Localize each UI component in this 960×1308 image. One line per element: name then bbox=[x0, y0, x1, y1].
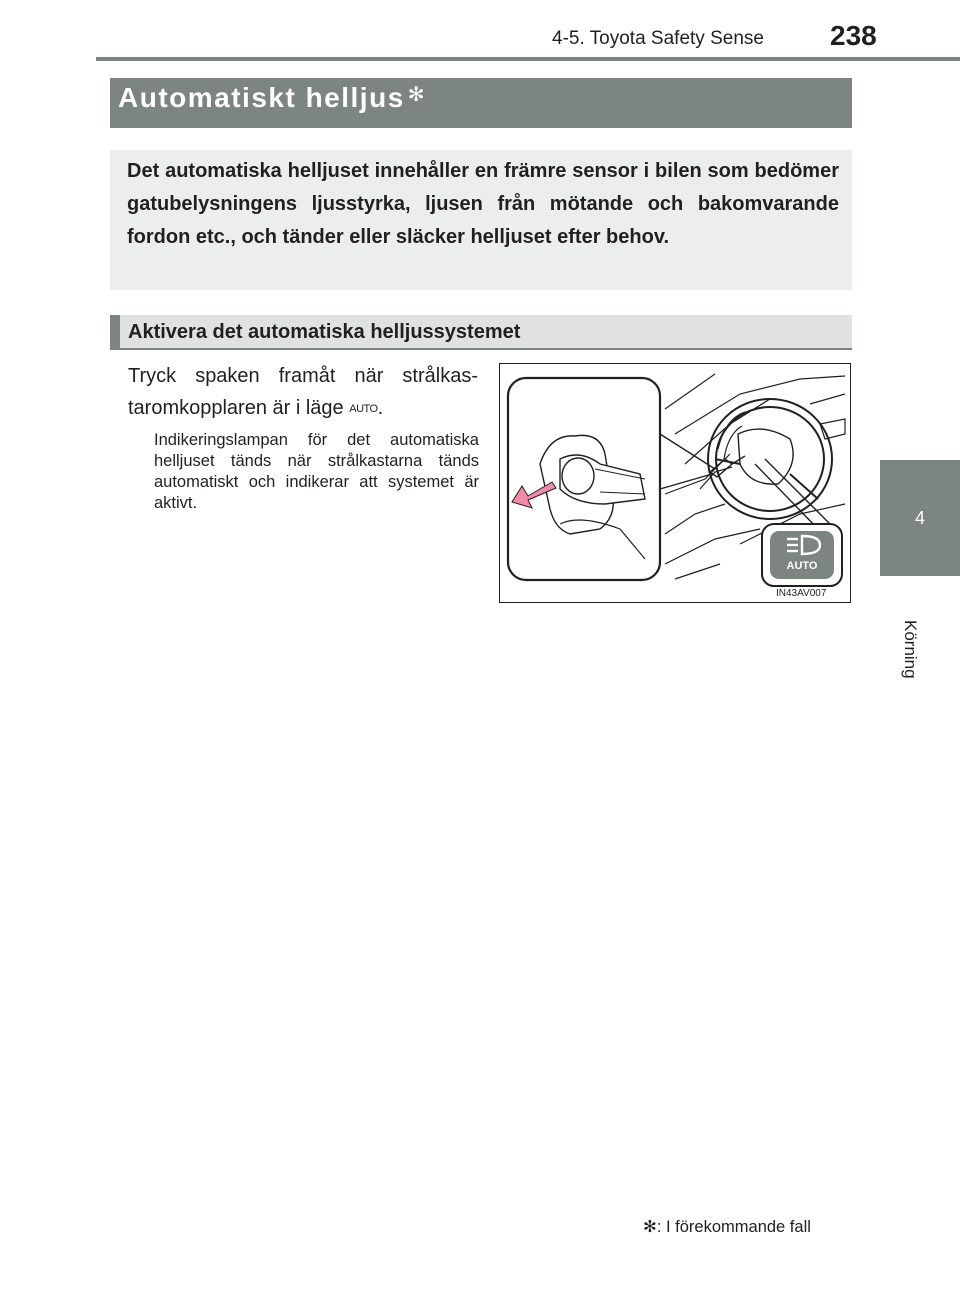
footnote-text: : I förekommande fall bbox=[656, 1218, 811, 1236]
section-breadcrumb: 4-5. Toyota Safety Sense bbox=[552, 28, 764, 49]
instruction-paragraph bbox=[128, 360, 478, 425]
auto-indicator-inset-icon bbox=[762, 524, 842, 586]
chapter-tab bbox=[880, 460, 960, 576]
instruction-line-1: Tryck spaken framåt när strålkas- bbox=[128, 365, 478, 387]
page-title bbox=[118, 82, 426, 114]
instruction-line-2-end: . bbox=[377, 397, 384, 419]
instruction-line-2-text: taromkopplaren är i läge bbox=[128, 397, 344, 419]
intro-text: Det automatiska helljuset innehåller en främre sensor i bilen som bedömer gatubelysningens ljusstyrka, ljusen från mötande och bakomvarande fordon etc., och tänder eller släcker helljuset efter behov. bbox=[127, 160, 839, 248]
steering-wheel-icon bbox=[708, 399, 832, 519]
indicator-note: Indikeringslampan för det automatiska helljuset tänds när strålkastarna tänds automatiskt och indikerar att systemet är aktivt. bbox=[154, 431, 479, 512]
footnote bbox=[643, 1217, 811, 1237]
chapter-number: 4 bbox=[914, 508, 925, 528]
page-number: 238 bbox=[830, 20, 877, 51]
lever-zoom-inset-icon bbox=[508, 378, 660, 580]
header-rule bbox=[96, 57, 960, 61]
subsection-rule bbox=[110, 348, 852, 350]
auto-indicator-label: AUTO bbox=[786, 560, 818, 572]
dashboard-drawing bbox=[500, 364, 852, 604]
page-title-text: Automatiskt helljus bbox=[118, 82, 405, 113]
subsection-stripe bbox=[110, 315, 120, 348]
auto-symbol-icon: AUTO bbox=[349, 403, 378, 415]
gauge-cluster-icon bbox=[718, 412, 745, 459]
footnote-marker-icon: ✻ bbox=[643, 1218, 657, 1236]
instruction-line-2 bbox=[128, 392, 478, 425]
subsection-heading: Aktivera det automatiska helljussystemet bbox=[128, 321, 521, 343]
optional-marker-icon: ✻ bbox=[407, 84, 427, 106]
chapter-label: Körning bbox=[901, 620, 920, 679]
figure-code: IN43AV007 bbox=[776, 588, 827, 599]
headlight-switch-illustration bbox=[499, 363, 851, 603]
